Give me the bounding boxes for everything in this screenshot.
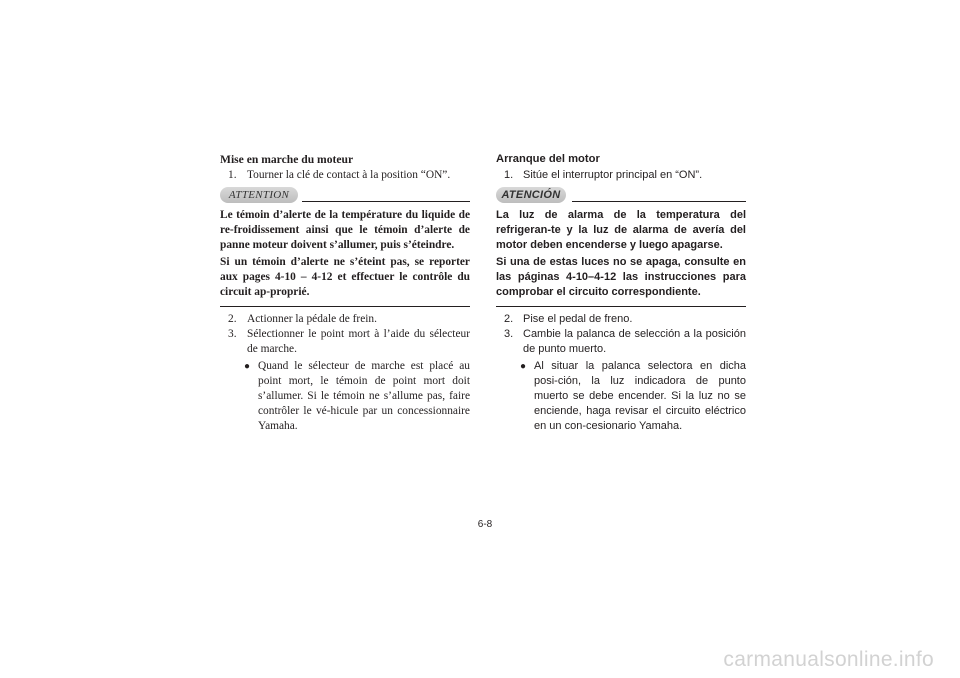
step-number: 2. [228,313,237,325]
section-heading: Mise en marche du moteur [220,153,354,166]
step-2 [496,312,746,327]
step-text: Tourner la clé de contact à la position “ON”. [247,169,451,181]
step-number: 1. [504,169,514,181]
caution-paragraph: Si una de estas luces no se apaga, consulte en las páginas 4-10–4-12 las instrucciones para comprobar el circuito correspondiente. [496,256,746,298]
step-number: 2. [504,313,514,325]
bullet-item [496,359,746,434]
caution-badge: ATTENTION [220,187,298,203]
step-text: Sitúe el interruptor principal en “ON”. [523,169,703,181]
caution-paragraph: La luz de alarma de la temperatura del refrigeran-te y la luz de alarma de avería del motor deben encenderse y luego apagarse. [496,209,746,251]
step-text: Sélectionner le point mort à l’aide du sélecteur de marche. [247,328,470,355]
step-1 [496,168,746,183]
step-3 [496,327,746,357]
page-number: 6-8 [477,519,493,530]
spanish-column [496,152,746,434]
bullet-text: Al situar la palanca selectora en dicha posi-ción, la luz indicadora de punto muerto se debe encender. Si la luz no se enciende, haga revisar el circuito eléctrico en un con-cesionario Yamaha. [534,360,746,432]
caution-header [496,187,746,205]
step-3 [220,327,470,357]
step-1 [220,168,470,183]
bullet-icon: ● [520,361,527,372]
caution-badge: ATENCIÓN [496,187,566,203]
bullet-text: Quand le sélecteur de marche est placé au point mort, le témoin de point mort doit s’allumer. Si le témoin ne s’allume pas, faire contrôler le vé-hicule par un concessionnaire Yamaha. [258,360,470,432]
caution-divider [302,201,470,202]
caution-end-divider [220,306,470,307]
step-text: Actionner la pédale de frein. [247,313,377,325]
step-number: 3. [504,328,514,340]
step-text: Cambie la palanca de selección a la posición de punto muerto. [523,328,746,355]
bullet-item [220,359,470,434]
caution-paragraph: Si un témoin d’alerte ne s’éteint pas, se reporter aux pages 4-10 – 4-12 et effectuer le contrôle du circuit ap-proprié. [220,256,470,298]
step-2 [220,312,470,327]
caution-paragraph: Le témoin d’alerte de la température du liquide de re-froidissement ainsi que le témoin d’alerte de panne moteur doivent s’allumer, puis s’éteindre. [220,209,470,251]
bullet-icon: ● [244,361,251,372]
step-number: 1. [228,169,237,181]
section-heading: Arranque del motor [496,153,600,165]
caution-end-divider [496,306,746,307]
caution-header [220,187,470,205]
step-number: 3. [228,328,237,340]
watermark: carmanualsonline.info [723,648,934,671]
caution-divider [572,201,746,202]
step-text: Pise el pedal de freno. [523,313,633,325]
french-column [220,152,470,434]
